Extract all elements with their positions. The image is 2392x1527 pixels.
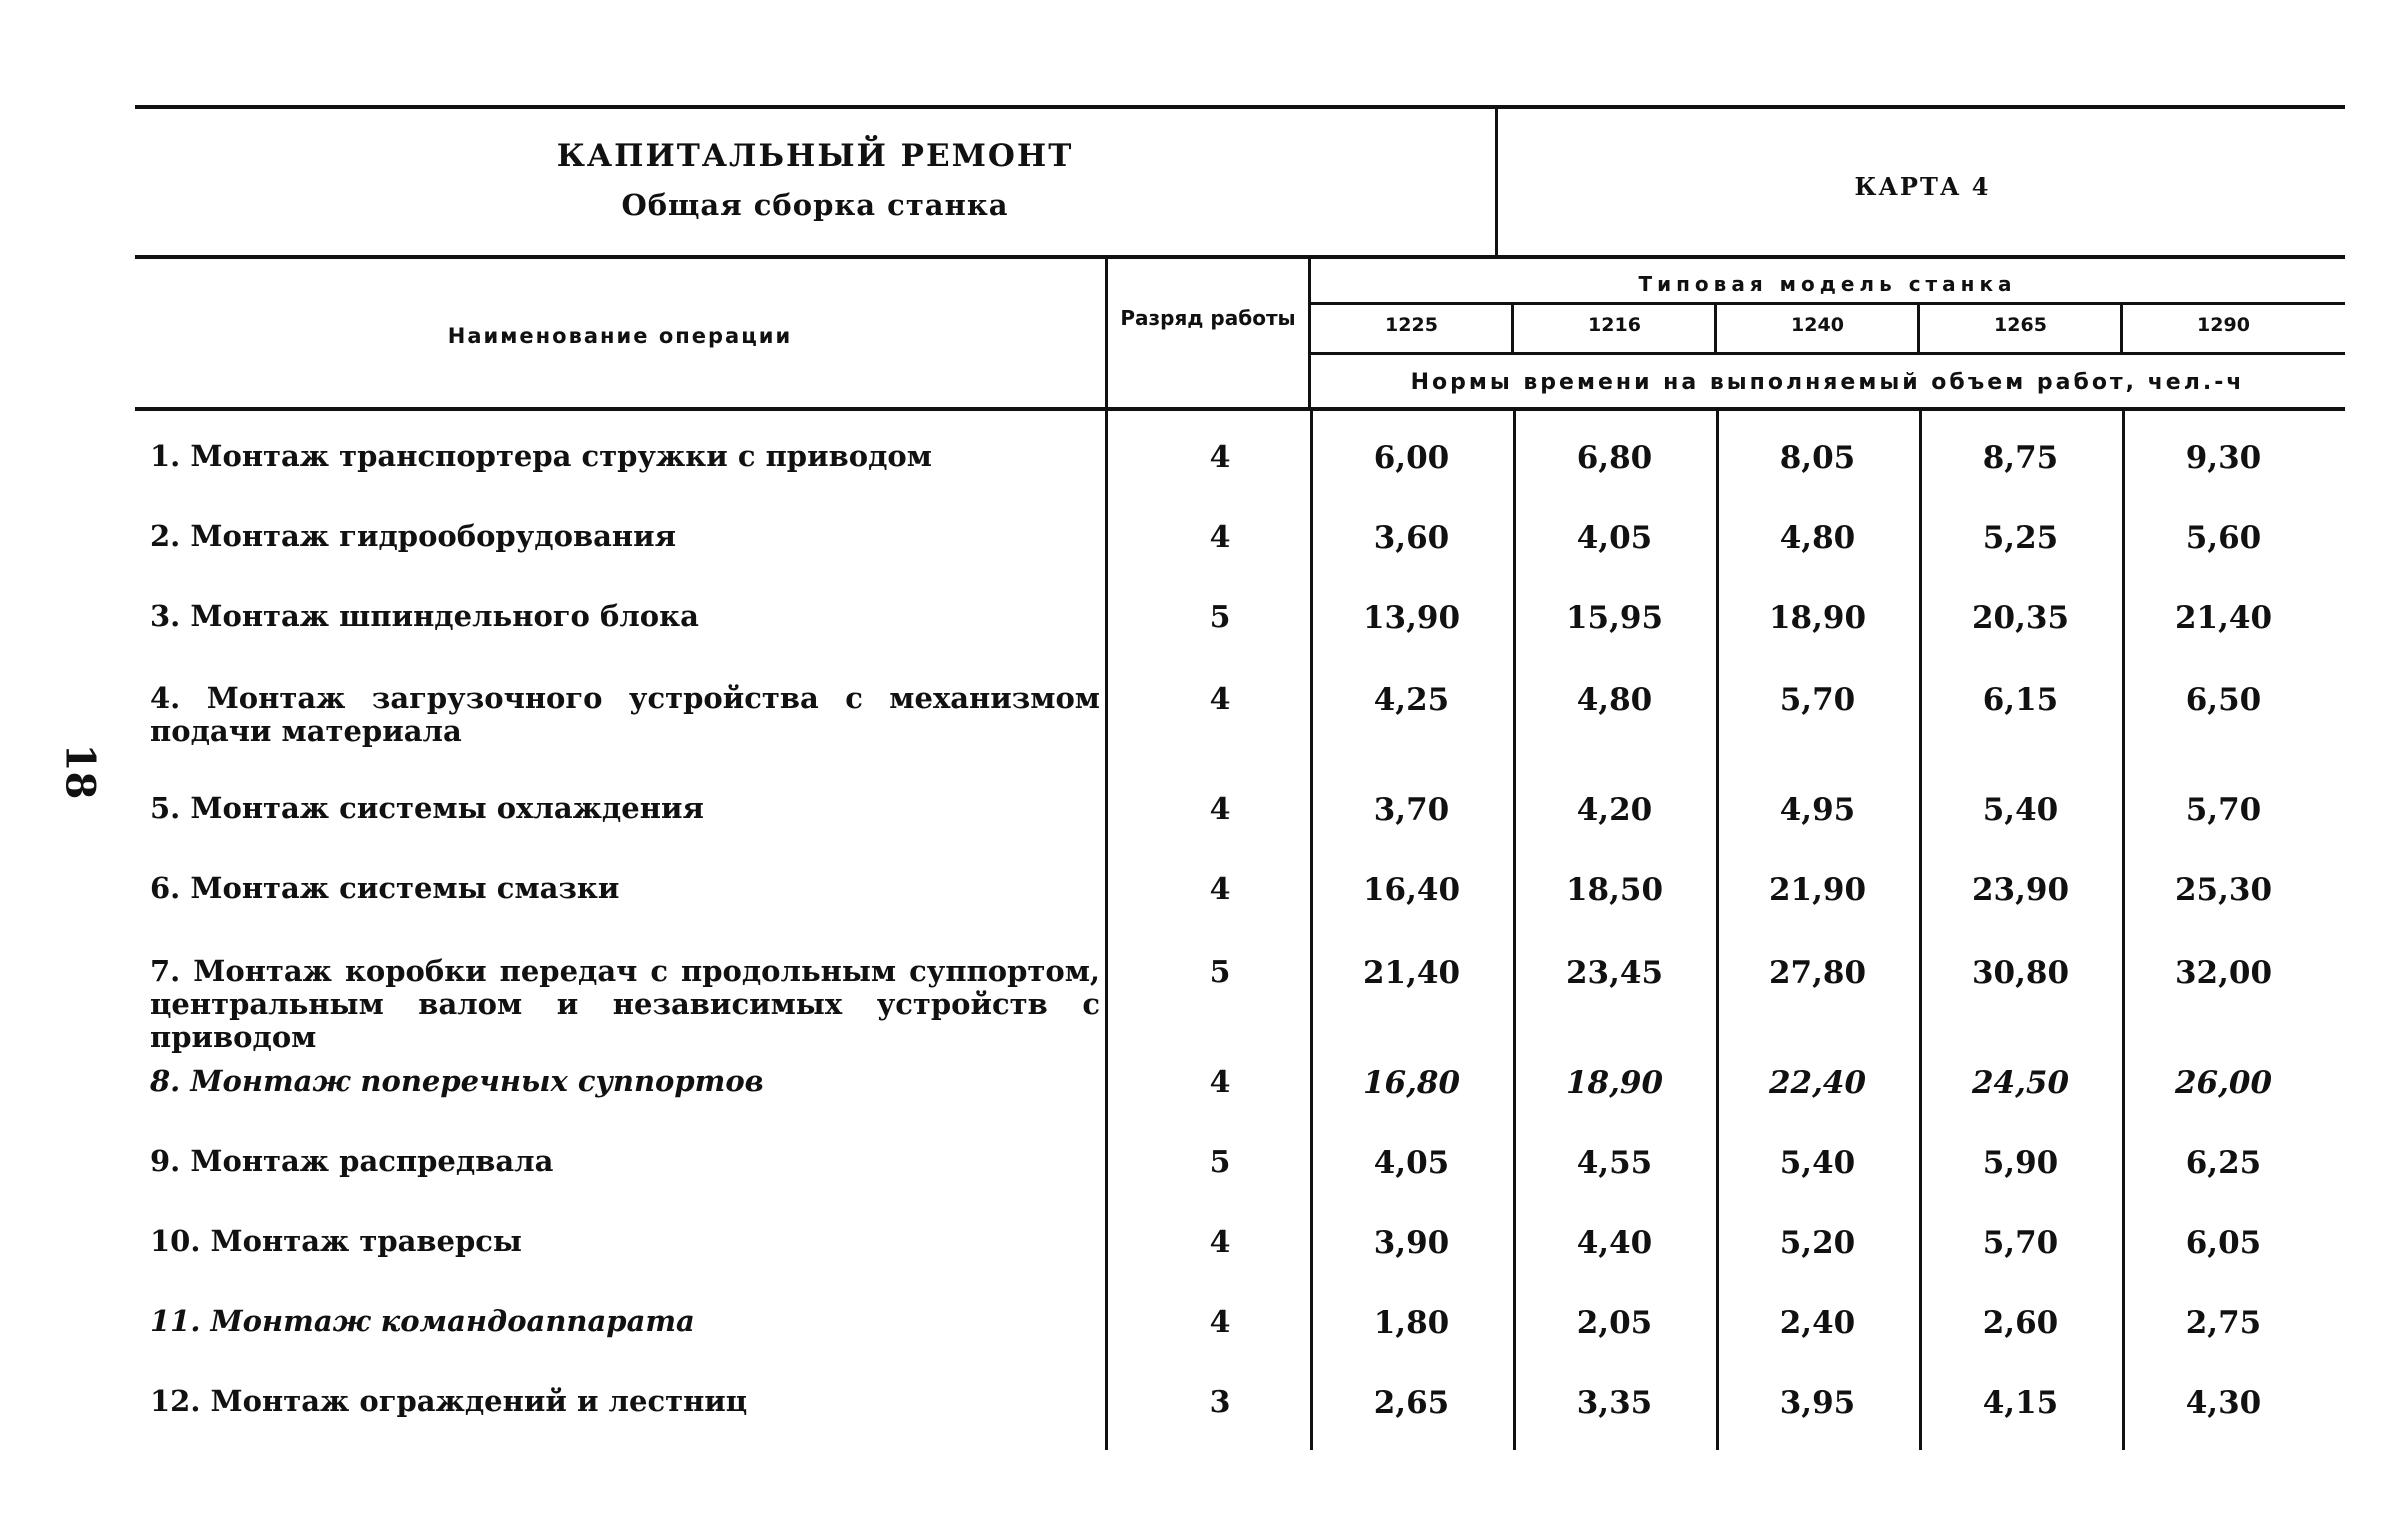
time-norm-1265: 2,60 xyxy=(1982,1305,2059,1341)
time-norm-1290: 26,00 xyxy=(2174,1065,2273,1101)
time-norm-1225: 6,00 xyxy=(1373,440,1450,476)
operation-name: 8. Монтаж поперечных суппортов xyxy=(150,1064,764,1098)
time-norm-1265: 5,70 xyxy=(1982,1225,2059,1261)
work-grade: 4 xyxy=(1209,1225,1231,1260)
time-norm-1290: 25,30 xyxy=(2174,872,2273,908)
time-norm-1240: 8,05 xyxy=(1779,440,1856,476)
operation-name: 7. Монтаж коробки передач с продольным суппортом, центральным валом и независимых устройств с приводом xyxy=(150,954,1100,1054)
time-norm-1216: 4,40 xyxy=(1576,1225,1653,1261)
time-norm-1265: 5,90 xyxy=(1982,1145,2059,1181)
time-norm-1240: 3,95 xyxy=(1779,1385,1856,1421)
time-norm-1240: 5,20 xyxy=(1779,1225,1856,1261)
time-norm-1225: 3,60 xyxy=(1373,520,1450,556)
column-header-name: Наименование операции xyxy=(447,324,793,348)
time-norm-1216: 15,95 xyxy=(1565,600,1664,636)
top-rule xyxy=(135,105,2345,109)
body-divider-2 xyxy=(1716,410,1719,1450)
work-grade: 5 xyxy=(1209,955,1231,990)
work-grade: 4 xyxy=(1209,872,1231,907)
time-norm-1290: 9,30 xyxy=(2185,440,2262,476)
time-norm-1240: 27,80 xyxy=(1768,955,1867,991)
model-group-header: Типовая модель станка xyxy=(1638,272,2017,296)
time-norm-1216: 3,35 xyxy=(1576,1385,1653,1421)
models-top-rule xyxy=(1310,302,2345,305)
time-norm-1290: 5,70 xyxy=(2185,792,2262,828)
time-norm-1290: 4,30 xyxy=(2185,1385,2262,1421)
work-grade: 3 xyxy=(1209,1385,1231,1420)
body-divider-name xyxy=(1105,410,1108,1450)
time-norm-1265: 24,50 xyxy=(1971,1065,2070,1101)
time-norm-1216: 4,80 xyxy=(1576,682,1653,718)
time-norm-1290: 6,05 xyxy=(2185,1225,2262,1261)
title-divider xyxy=(1495,108,1498,255)
time-norm-1240: 22,40 xyxy=(1768,1065,1867,1101)
time-norm-1225: 2,65 xyxy=(1373,1385,1450,1421)
norms-header: Нормы времени на выполняемый объем работ, чел.-ч xyxy=(1410,370,2245,395)
time-norm-1290: 6,25 xyxy=(2185,1145,2262,1181)
time-norm-1265: 5,40 xyxy=(1982,792,2059,828)
card-label: КАРТА 4 xyxy=(1854,172,1991,201)
operation-name: 11. Монтаж командоаппарата xyxy=(150,1304,695,1338)
time-norm-1225: 4,25 xyxy=(1373,682,1450,718)
operation-name: 6. Монтаж системы смазки xyxy=(150,871,620,905)
time-norm-1216: 18,50 xyxy=(1565,872,1664,908)
work-grade: 5 xyxy=(1209,1145,1231,1180)
work-grade: 4 xyxy=(1209,682,1231,717)
time-norm-1225: 21,40 xyxy=(1362,955,1461,991)
time-norm-1216: 4,55 xyxy=(1576,1145,1653,1181)
models-bottom-rule xyxy=(1310,352,2345,355)
time-norm-1265: 5,25 xyxy=(1982,520,2059,556)
time-norm-1265: 8,75 xyxy=(1982,440,2059,476)
header-bottom-rule xyxy=(135,255,2345,259)
body-divider-3 xyxy=(1919,410,1922,1450)
time-norm-1240: 21,90 xyxy=(1768,872,1867,908)
page-subtitle: Общая сборка станка xyxy=(621,188,1009,222)
time-norm-1216: 2,05 xyxy=(1576,1305,1653,1341)
time-norm-1216: 23,45 xyxy=(1565,955,1664,991)
operation-name: 4. Монтаж загрузочного устройства с механизмом подачи материала xyxy=(150,681,1100,748)
column-header-grade: Разряд работы xyxy=(1120,306,1296,330)
time-norm-1225: 3,90 xyxy=(1373,1225,1450,1261)
operation-name: 9. Монтаж распредвала xyxy=(150,1144,554,1178)
operation-name: 10. Монтаж траверсы xyxy=(150,1224,523,1258)
model-header-1290: 1290 xyxy=(2197,314,2250,336)
operation-name: 12. Монтаж ограждений и лестниц xyxy=(150,1384,748,1418)
time-norm-1290: 6,50 xyxy=(2185,682,2262,718)
time-norm-1290: 2,75 xyxy=(2185,1305,2262,1341)
body-divider-1 xyxy=(1513,410,1516,1450)
page-title: КАПИТАЛЬНЫЙ РЕМОНТ xyxy=(556,138,1074,174)
time-norm-1216: 6,80 xyxy=(1576,440,1653,476)
time-norm-1216: 18,90 xyxy=(1565,1065,1664,1101)
time-norm-1216: 4,05 xyxy=(1576,520,1653,556)
time-norm-1265: 20,35 xyxy=(1971,600,2070,636)
operation-name: 2. Монтаж гидрооборудования xyxy=(150,519,677,553)
time-norm-1265: 30,80 xyxy=(1971,955,2070,991)
time-norm-1225: 13,90 xyxy=(1362,600,1461,636)
time-norm-1240: 18,90 xyxy=(1768,600,1867,636)
work-grade: 4 xyxy=(1209,440,1231,475)
time-norm-1225: 4,05 xyxy=(1373,1145,1450,1181)
body-divider-grade xyxy=(1310,410,1313,1450)
operation-name: 1. Монтаж транспортера стружки с приводом xyxy=(150,439,932,473)
name-grade-divider xyxy=(1105,258,1108,408)
operation-name: 5. Монтаж системы охлаждения xyxy=(150,791,704,825)
time-norm-1240: 5,70 xyxy=(1779,682,1856,718)
operation-name: 3. Монтаж шпиндельного блока xyxy=(150,599,699,633)
model-header-1225: 1225 xyxy=(1385,314,1438,336)
time-norm-1265: 6,15 xyxy=(1982,682,2059,718)
work-grade: 4 xyxy=(1209,520,1231,555)
time-norm-1216: 4,20 xyxy=(1576,792,1653,828)
time-norm-1290: 5,60 xyxy=(2185,520,2262,556)
time-norm-1290: 32,00 xyxy=(2174,955,2273,991)
time-norm-1265: 23,90 xyxy=(1971,872,2070,908)
time-norm-1240: 4,95 xyxy=(1779,792,1856,828)
work-grade: 5 xyxy=(1209,600,1231,635)
work-grade: 4 xyxy=(1209,792,1231,827)
time-norm-1265: 4,15 xyxy=(1982,1385,2059,1421)
time-norm-1240: 4,80 xyxy=(1779,520,1856,556)
time-norm-1225: 3,70 xyxy=(1373,792,1450,828)
time-norm-1225: 1,80 xyxy=(1373,1305,1450,1341)
time-norm-1240: 2,40 xyxy=(1779,1305,1856,1341)
time-norm-1225: 16,80 xyxy=(1362,1065,1461,1101)
work-grade: 4 xyxy=(1209,1305,1231,1340)
time-norm-1290: 21,40 xyxy=(2174,600,2273,636)
time-norm-1240: 5,40 xyxy=(1779,1145,1856,1181)
model-header-1265: 1265 xyxy=(1994,314,2047,336)
table-header-bottom-rule xyxy=(135,407,2345,411)
page-number: 18 xyxy=(56,743,104,800)
time-norm-1225: 16,40 xyxy=(1362,872,1461,908)
work-grade: 4 xyxy=(1209,1065,1231,1100)
model-header-1240: 1240 xyxy=(1791,314,1844,336)
model-header-1216: 1216 xyxy=(1588,314,1641,336)
body-divider-4 xyxy=(2122,410,2125,1450)
